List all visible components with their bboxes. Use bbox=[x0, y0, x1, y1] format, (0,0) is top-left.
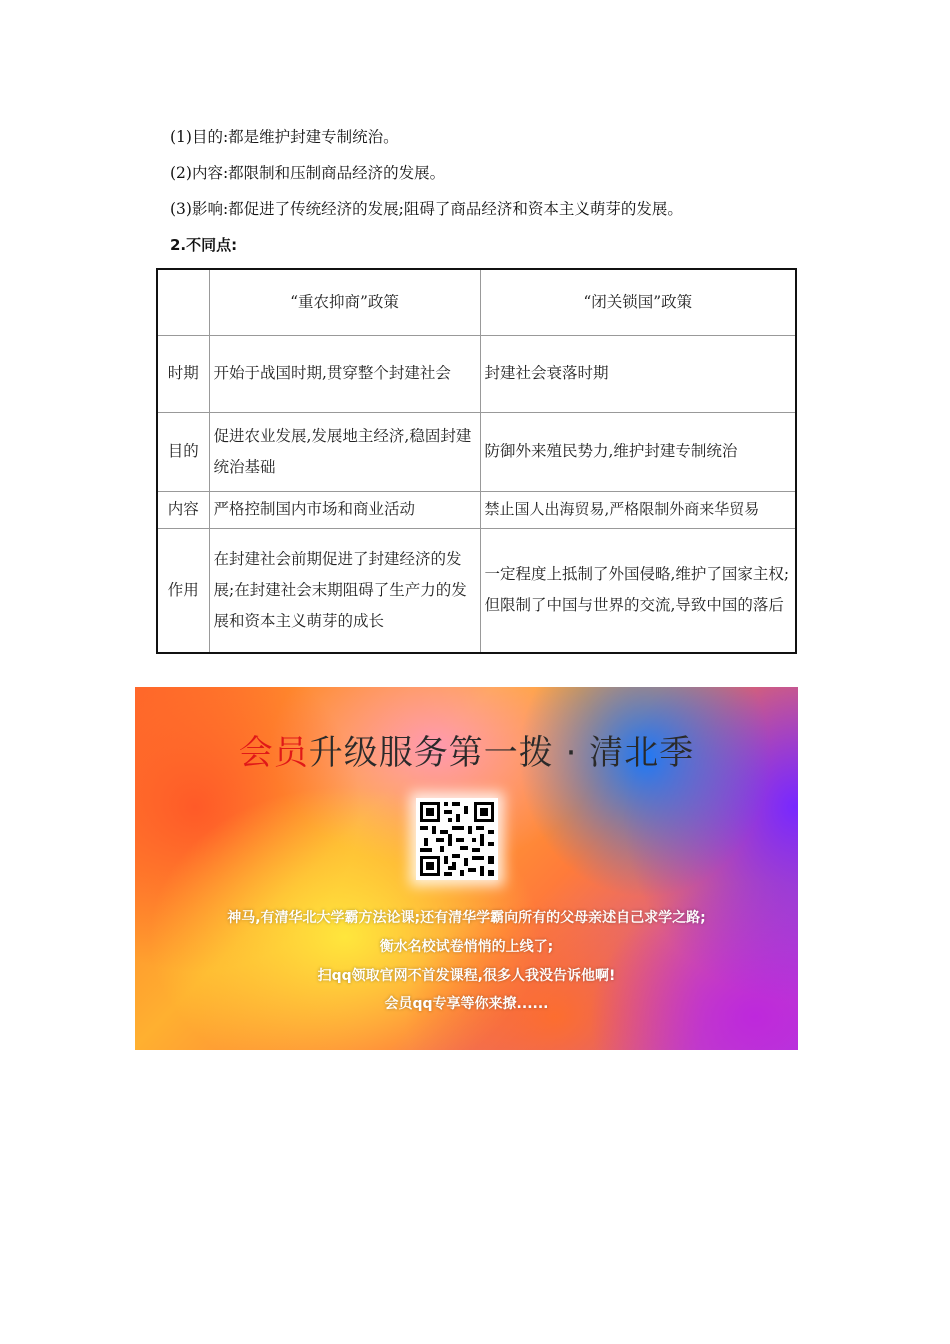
qr-code-icon[interactable] bbox=[416, 798, 498, 880]
point-content: (2)内容:都限制和压制商品经济的发展。 bbox=[170, 164, 446, 182]
cell-policy-b: 禁止国人出海贸易,严格限制外商来华贸易 bbox=[480, 491, 796, 528]
table-row bbox=[157, 528, 796, 653]
header-policy-b: “闭关锁国”政策 bbox=[480, 269, 796, 335]
point-effect: (3)影响:都促进了传统经济的发展;阻碍了商品经济和资本主义萌芽的发展。 bbox=[170, 200, 683, 218]
banner-title-highlight: 会员 bbox=[238, 733, 309, 773]
cell-policy-b: 一定程度上抵制了外国侵略,维护了国家主权;但限制了中国与世界的交流,导致中国的落后 bbox=[480, 528, 796, 653]
row-label: 内容 bbox=[157, 491, 209, 528]
row-label: 目的 bbox=[157, 412, 209, 491]
table-header-row bbox=[157, 269, 796, 335]
row-label: 时期 bbox=[157, 335, 209, 412]
cell-policy-a: 在封建社会前期促进了封建经济的发展;在封建社会末期阻碍了生产力的发展和资本主义萌芽的成长 bbox=[209, 528, 480, 653]
banner-line: 会员qq专享等你来撩...... bbox=[384, 996, 549, 1012]
row-label: 作用 bbox=[157, 528, 209, 653]
cell-policy-a: 促进农业发展,发展地主经济,稳固封建统治基础 bbox=[209, 412, 480, 491]
section-heading: 2.不同点: bbox=[170, 236, 238, 254]
banner-title bbox=[135, 725, 798, 774]
cell-policy-b: 防御外来殖民势力,维护封建专制统治 bbox=[480, 412, 796, 491]
qr-code-graphic bbox=[416, 798, 498, 880]
banner-line: 神马,有清华北大学霸方法论课;还有清华学霸向所有的父母亲述自己求学之路; bbox=[227, 910, 706, 926]
table-row bbox=[157, 335, 796, 412]
table-row bbox=[157, 491, 796, 528]
banner-title-rest: 升级服务第一拨 · 清北季 bbox=[308, 733, 695, 773]
cell-policy-a: 开始于战国时期,贯穿整个封建社会 bbox=[209, 335, 480, 412]
banner-line: 扫qq领取官网不首发课程,很多人我没告诉他啊! bbox=[317, 968, 616, 984]
promo-banner[interactable] bbox=[135, 687, 798, 1050]
cell-policy-a: 严格控制国内市场和商业活动 bbox=[209, 491, 480, 528]
table-row bbox=[157, 412, 796, 491]
cell-policy-b: 封建社会衰落时期 bbox=[480, 335, 796, 412]
banner-line: 衡水名校试卷悄悄的上线了; bbox=[379, 939, 554, 955]
header-policy-a: “重农抑商”政策 bbox=[209, 269, 480, 335]
header-empty bbox=[157, 269, 209, 335]
point-purpose: (1)目的:都是维护封建专制统治。 bbox=[170, 128, 399, 146]
comparison-table bbox=[156, 268, 797, 654]
